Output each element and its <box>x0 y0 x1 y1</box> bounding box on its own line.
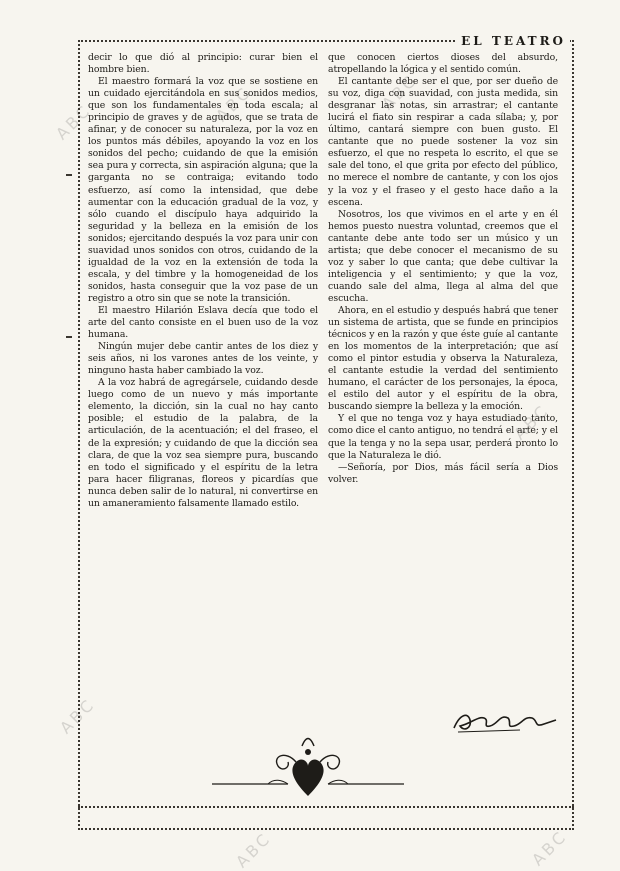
bottom-dotted-rule <box>78 806 574 808</box>
watermark-text: ABC <box>528 826 572 870</box>
watermark-text: ABC <box>52 100 96 144</box>
paragraph: El maestro Hilarión Eslava decía que todo el arte del canto consiste en el buen uso de la voz humana. <box>88 304 318 341</box>
decorative-ornament <box>208 730 408 802</box>
paragraph: Ningún mujer debe cantir antes de los diez y seis años, ni los varones antes de los veinte, y ninguno hasta haber cambiado la voz. <box>88 341 318 377</box>
paragraph: El cantante debe ser el que, por ser dueño de su voz, diga con suavidad, con justa medida, sin desgranar las notas, sin arrastrar; el cantante lucirá el fiato sin respirar a cada sílaba; y, por último, cantará siempre con buen gusto. El cantante que no puede sostener la voz sin esfuerzo, el que no respeta lo escrito, el que se sale del tono, el que grita por efecto del público, no merece el nombre de cantante, y con los ojos y la voz y el fraseo y el gesto hace daño a la escena. <box>328 76 558 208</box>
paragraph: Ahora, en el estudio y después habrá que tener un sistema de artista, que se funde en principios técnicos y en la razón y que éste guíe al cantante en los momentos de la interpretación; que así como el pintor estudia y observa la Naturaleza, el cantante estudie la verdad del sentimiento humano, el carácter de los personajes, la época, el estilo del autor y el espíritu de la obra, buscando siempre la belleza y la emoción. <box>328 304 558 413</box>
author-signature <box>450 706 560 736</box>
paragraph: El maestro formará la voz que se sostiene en un cuidado ejercitándola en sus sonidos medios, que son los fundamentales en toda escala; al principio de graves y de agudos, que se trata de afinar, y de conocer su naturaleza, por la voz en los puntos más débiles, apoyando la voz en los sonidos del pecho; cuidando de que la emisión sea pura y correcta, sin aspiración alguna; que la garganta no se contraiga; evitando todo esfuerzo, así como la intensidad, que debe aumentar con la educación gradual de la voz, y sólo cuando el discípulo haya adquirido la seguridad y la belleza en la emisión de los sonidos; ejercitando después la voz para unir con suavidad unos sonidos con otros, cuidando de la igualdad de la voz en la extensión de toda la escala, y del timbre y la homogeneidad de los sonidos, hasta conseguir que la voz pase de un registro a otro sin que se note la transición. <box>88 76 318 304</box>
paragraph: decir lo que dió al principio: curar bien el hombre bien. <box>88 52 318 76</box>
watermark-text: ABC <box>510 400 554 444</box>
margin-mark <box>66 336 72 338</box>
paragraph: A la voz habrá de agregársele, cuidando desde luego como de un nuevo y más importante elemento, la dicción, sin la cual no hay canto posible; el estudio de la palabra, de la articulación, de la acentuación; el del fraseo, el de la expresión; y cuidando de que la dicción sea clara, de que la voz sea siempre pura, buscando en todo el significado y el espíritu de la letra para hacer filigranas, floreos y picardías que nunca deben salir de lo natural, ni convertirse en un amaneramiento falsamente llamado estilo. <box>88 377 318 509</box>
watermark-text: ABC <box>56 694 100 738</box>
watermark-text: ABC <box>212 82 256 126</box>
watermark-text: ABC <box>232 828 276 871</box>
watermark-text: ABC <box>378 70 422 114</box>
paragraph: que conocen ciertos dioses del absurdo, atropellando la lógica y el sentido común. <box>328 52 558 76</box>
right-text-column <box>328 52 558 702</box>
paragraph: —Señoría, por Dios, más fácil sería a Dios volver. <box>328 461 558 485</box>
section-header: EL TEATRO <box>457 34 570 48</box>
margin-mark <box>66 174 72 176</box>
paragraph: Y el que no tenga voz y haya estudiado tanto, como dice el canto antiguo, no tendrá el arte; y el que la tenga y no la sepa usar, perderá pronto lo que la Naturaleza le dió. <box>328 413 558 461</box>
paragraph: Nosotros, los que vivimos en el arte y en él hemos puesto nuestra voluntad, creemos que el cantante debe ante todo ser un músico y un artista; que debe conocer el mecanismo de su voz y saber lo que canta; que debe cultivar la inteligencia y el sentimiento; y que la voz, cuando sale del alma, llega al alma del que escucha. <box>328 208 558 304</box>
left-text-column <box>88 52 318 724</box>
